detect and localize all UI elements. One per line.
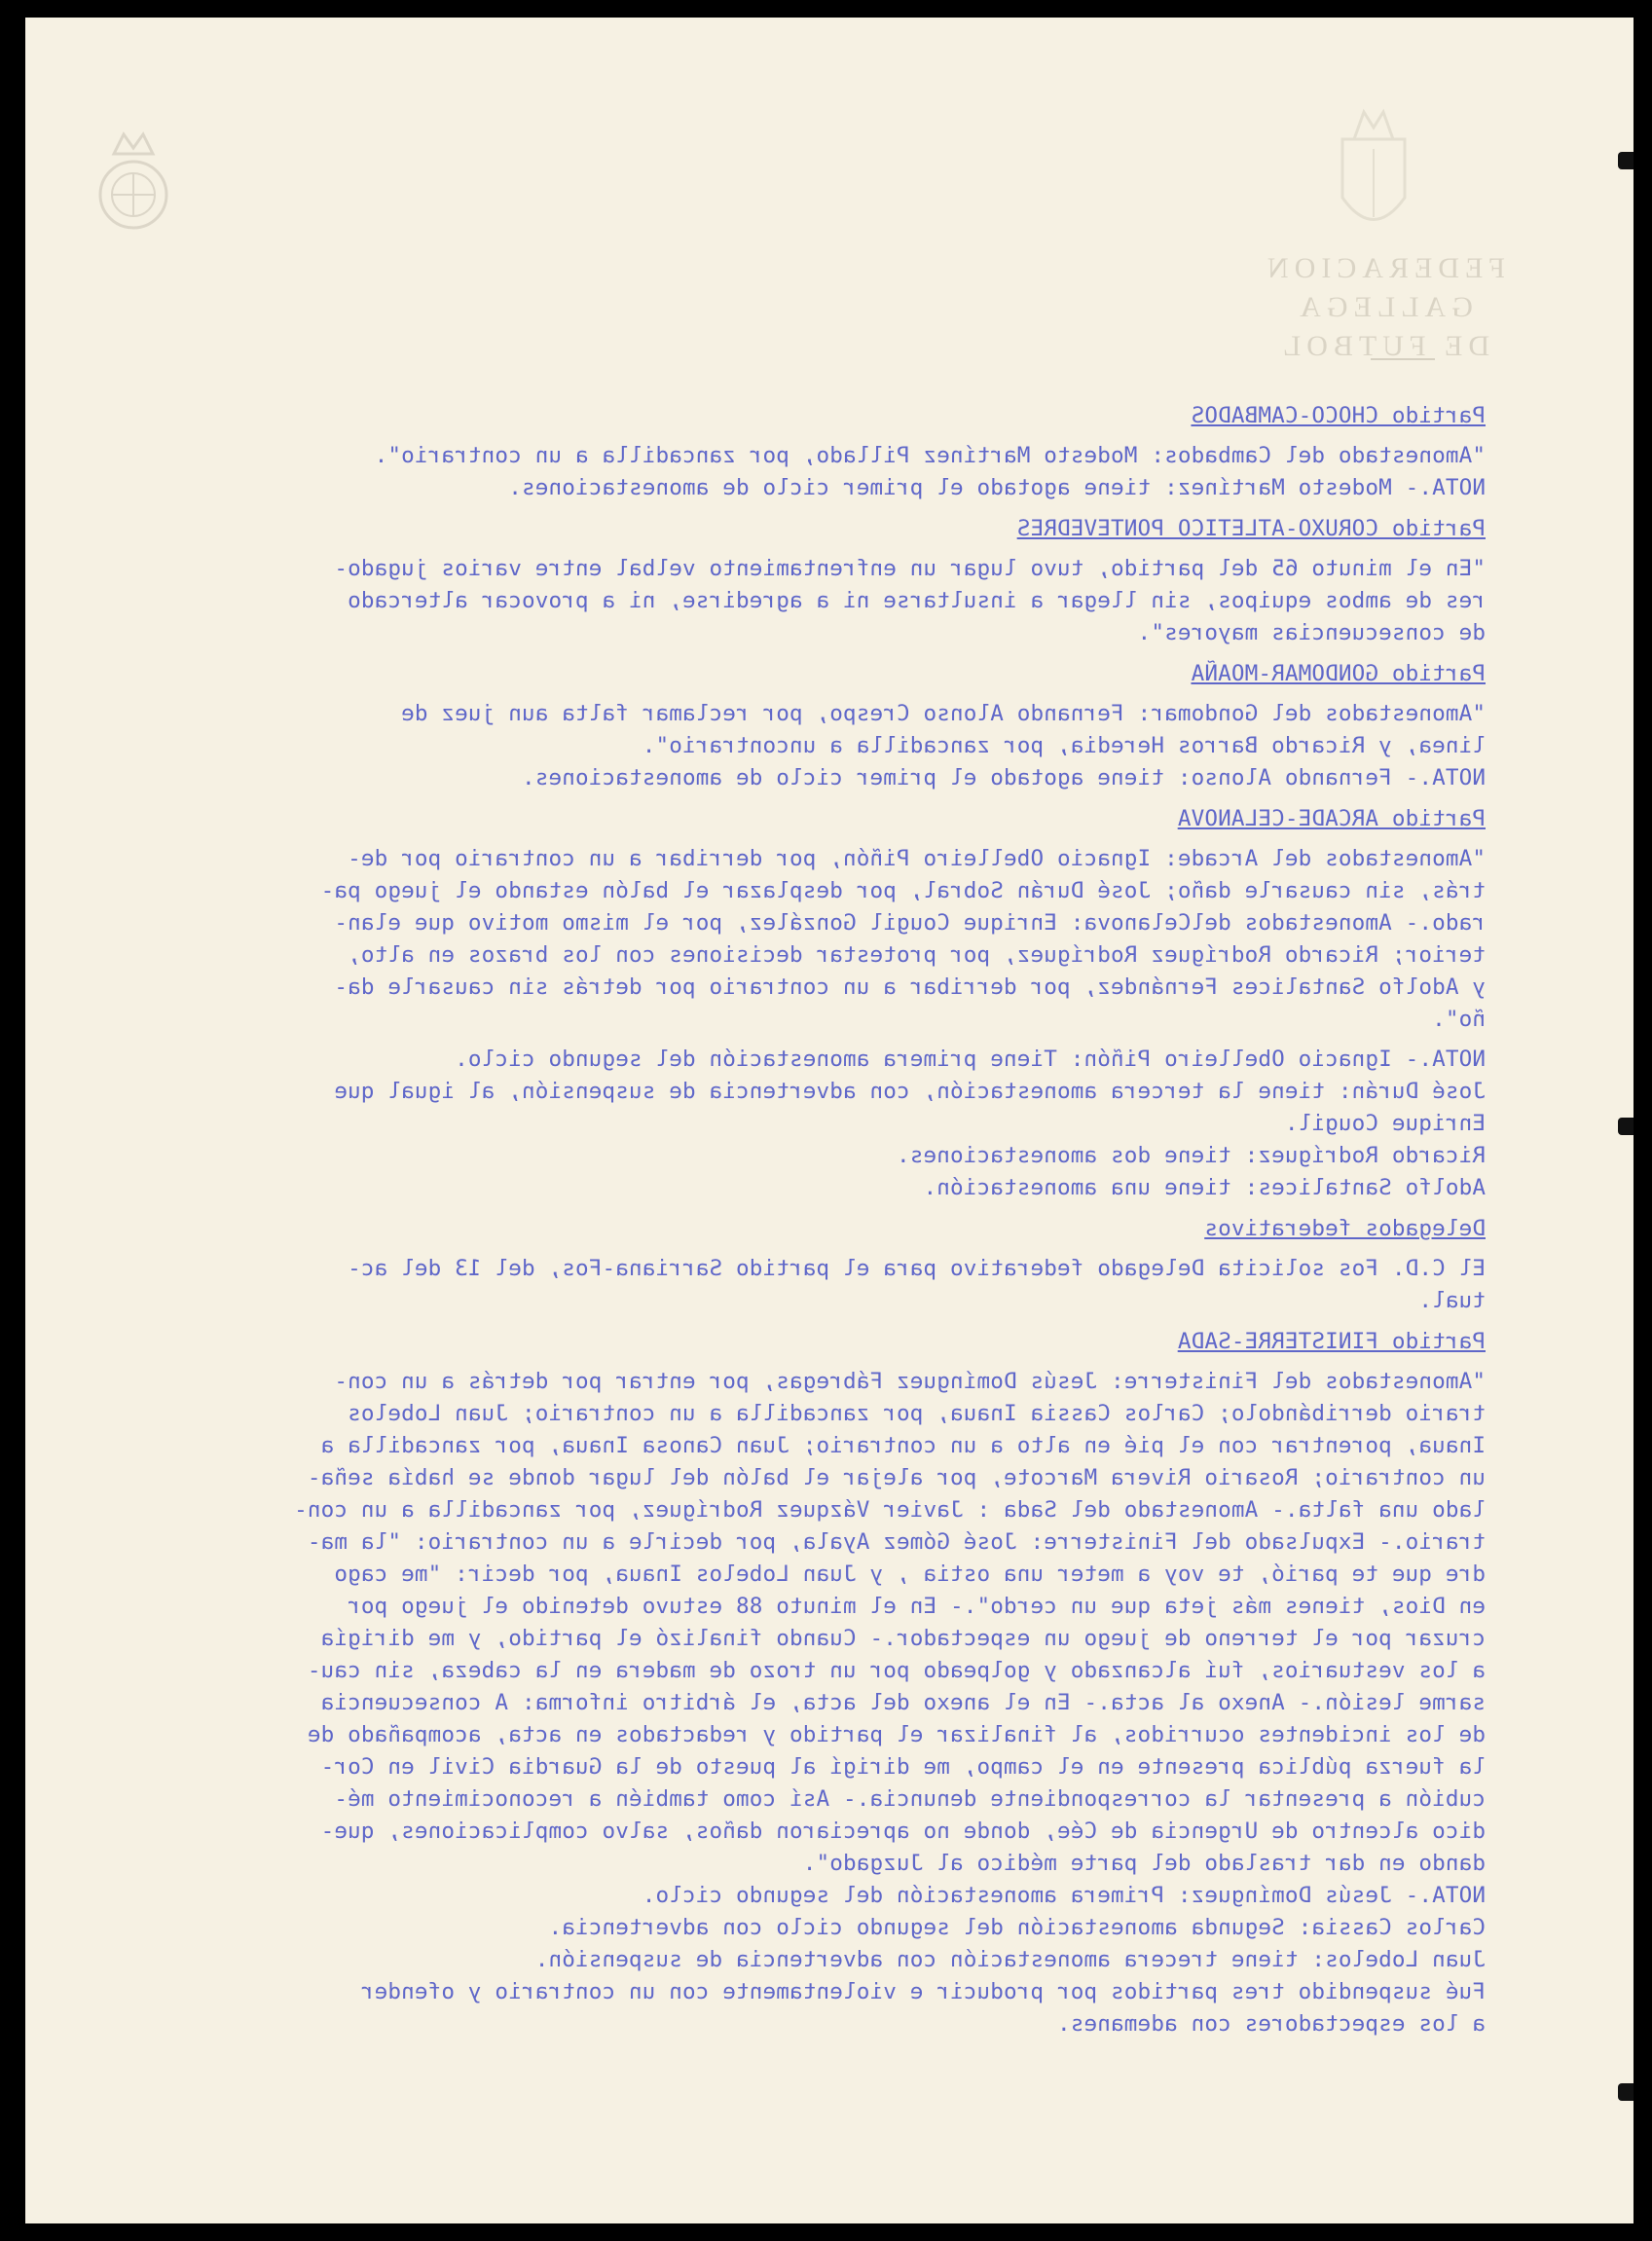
royal-crest-icon [90, 125, 177, 241]
binder-hole-mark [1618, 1118, 1634, 1135]
text-line: "Amonestado del Cambados: Modesto Martínez Pillado, por zancadilla a un contrario". [374, 443, 1486, 468]
letterhead-rule [1371, 358, 1435, 360]
federation-name [1179, 249, 1588, 366]
text-line: "Amonestados del Gondomar: Fernando Alonso Crespo, por reclamar falta aun juez de [401, 701, 1486, 726]
document-page [25, 18, 1634, 2223]
binder-hole-mark [1618, 2083, 1634, 2101]
federation-name-line2: DE FUTBOL [1276, 330, 1490, 362]
binder-hole-mark [1618, 152, 1634, 169]
text-line: ño". [1431, 1007, 1486, 1032]
text-line: dico alcentro de Urgencia de Cée, donde no apreciaron daños, salvo complicaciones, que- [320, 1819, 1486, 1844]
text-line: a los espectadores con ademanes. [1056, 2011, 1486, 2037]
text-line: terior; Ricardo Rodríguez Rodríguez, por protestar decisiones con los brazos en alto, [348, 942, 1486, 968]
text-line: Juan Lobelos: tiene trecera amonestación con advertencia de suspensión. [534, 1947, 1486, 1972]
text-line: Enrique Cougil. [1284, 1111, 1486, 1136]
text-line: NOTA.- Modesto Martínez: tiene agotado el primer ciclo de amonestaciones. [508, 475, 1486, 500]
text-line: dando en dar traslado del parte médico al Juzgado". [802, 1851, 1486, 1876]
text-line: Ricardo Rodríguez: tiene dos amonestaciones. [896, 1143, 1486, 1168]
text-line: lado una falta.- Amonestado del Sada : Javier Vázquez Rodríguez, por zancadilla a un con- [294, 1497, 1486, 1523]
text-line: res de ambos equipos, sin llegar a insultarse ni a agredirse, ni a provocar altercado [348, 588, 1486, 613]
section-heading: Partido GONDOMAR-MOAÑA [1191, 661, 1486, 686]
text-line: NOTA.- Ignacio Obelleiro Piñón: Tiene primera amonestación del segundo ciclo. [455, 1047, 1486, 1072]
text-line: NOTA.- Jesús Domínguez: Primera amonestación del segundo ciclo. [642, 1883, 1486, 1908]
text-line: trario.- Expulsado del Finisterre: José Gómez Ayala, por decirle a un contrario: "la ma- [307, 1529, 1486, 1555]
text-line: cruzar por el terreno de juego un espectador.- Cuando finalizó el partido, y me dirigía [320, 1626, 1486, 1651]
typed-text-mirrored [72, 399, 1486, 2040]
text-line: sarme lesión.- Anexo al acta.- En el anexo del acta, el árbitro informa: A consecuencia [320, 1690, 1486, 1715]
text-line: Fué suspendido tres partidos por producir e violentamente con un contrario y ofender [360, 1979, 1486, 2004]
section-heading: Partido CHOCO-CAMBADOS [1191, 403, 1486, 428]
section-heading: Delegados federativos [1204, 1216, 1486, 1241]
text-line: "Amonestados del Arcade: Ignacio Obelleiro Piñón, por derribar a un contrario por de- [348, 846, 1486, 871]
text-line: tual. [1418, 1288, 1486, 1313]
text-line: un contrario; Rosario Rivera Marcote, por alejar el balón del lugar donde se había seña- [307, 1465, 1486, 1490]
text-line: Inaua, porentrar con el pié en alto a un contrario; Juan Canosa Inaua, por zancadilla a [320, 1433, 1486, 1458]
section-heading: Partido CORUXO-ATLETICO PONTEVEDRES [1016, 516, 1486, 541]
text-line: El C.D. Fos solicita Delegado federativo para el partido Sarriana-Fos, del 13 del ac- [348, 1256, 1486, 1281]
text-line: trario derribándolo; Carlos Cassia Inaua, por zancadilla a un contrario; Juan Lobelos [348, 1401, 1486, 1426]
text-line: José Durán: tiene la tercera amonestación, con advertencia de suspensión, al igual que [334, 1079, 1486, 1104]
text-line: cubión a presentar la correspondiente denuncia.- Así como también a reconocimiento mé- [334, 1786, 1486, 1812]
text-line: dre que te parió, te voy a meter una ostia , y Juan Lobelos Inaua, por decir: "me cago [334, 1561, 1486, 1587]
section-heading: Partido FINISTERRE-SADA [1177, 1329, 1486, 1354]
text-line: y Adolfo Santalices Fernández, por derribar a un contrario por detrás sin causarle da- [334, 974, 1486, 1000]
text-line: rado.- Amonestados delCelanova: Enrique Cougil González, por el mismo motivo que elan- [334, 910, 1486, 936]
text-line: "Amonestados del Finisterre: Jesús Domínguez Fábregas, por entrar por detrás a un con- [334, 1369, 1486, 1394]
text-line: Carlos Cassia: Segunda amonestación del segundo ciclo con advertencia. [548, 1915, 1486, 1940]
text-line: "En el minuto 65 del partido, tuvo lugar un enfrentamiento velbal entre varios jugado- [334, 556, 1486, 581]
section-heading: Partido ARCADE-CELANOVA [1177, 806, 1486, 831]
text-line: trás, sin causarle daño; José Durán Sobral, por desplazar el balón estando el juego pa- [320, 878, 1486, 903]
federation-shield-icon [1335, 100, 1413, 246]
text-line: de consecuencias mayores". [1137, 620, 1486, 645]
text-line: a los vestuarios, fuí alcanzado y golpeado por un trozo de madera en la cabeza, sin cau- [307, 1658, 1486, 1683]
text-line: de los incidentes ocurridos, al finalizar el partido y redactados en acta, acompañado de [307, 1722, 1486, 1747]
text-line: en Dios, tienes más jeta que un cerdo".- En el minuto 88 estuvo detenido el juego por [348, 1594, 1486, 1619]
letterhead [25, 18, 1634, 387]
text-line: linea, y Ricardo Barros Heredia, por zancadilla a uncontrario". [642, 733, 1486, 758]
text-line: NOTA.- Fernando Alonso: tiene agotado el primer ciclo de amonestaciones. [521, 765, 1486, 790]
text-line: la fuerza pública presente en el campo, me dirigí al puesto de la Guardia Civil en Cor- [320, 1754, 1486, 1780]
text-line: Adolfo Santalices: tiene una amonestación. [923, 1175, 1486, 1200]
federation-name-line1: FEDERACION GALLEGA [1262, 252, 1506, 323]
